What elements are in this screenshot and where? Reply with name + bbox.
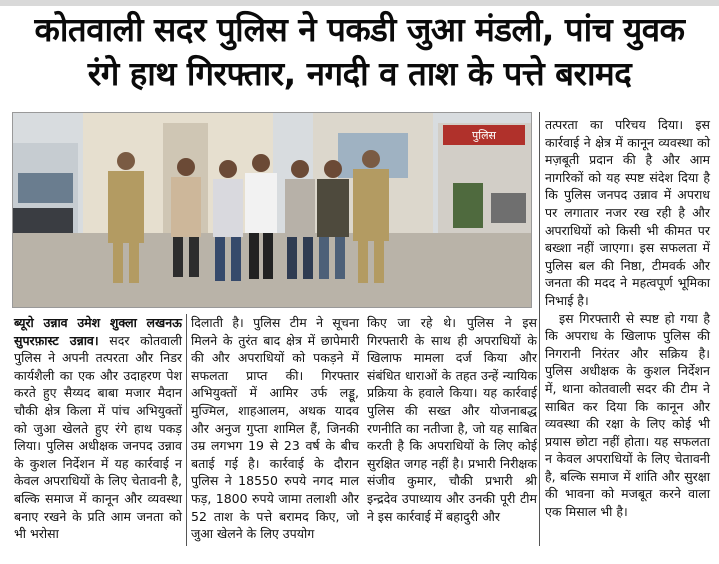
- column-3-text: किए जा रहे थे। पुलिस ने इस गिरफ्तारी के साथ ही अपराधियों के खिलाफ मामला दर्ज किया और संबंधित धाराओं के तहत उन्हें न्यायिक प्रक्रिया के हवाले किया। यह कार्रवाई पुलिस की सख्त और योजनाबद्ध रणनीति का नतीजा है, जो यह साबित करती है कि अपराधियों के लिए कोई सुरक्षित जगह नहीं है। प्रभारी निरीक्षक संजीव कुमार, चौकी प्रभारी श्री इन्द्रदेव उपाध्याय और उनकी पूरी टीम ने इस कार्रवाई में बहादुरी और: [367, 315, 537, 524]
- police-group-photo: [13, 113, 531, 307]
- headline-line-1: कोतवाली सदर पुलिस ने पकडी जुआ मंडली, पांच युवक: [34, 10, 685, 49]
- column-divider-1: [186, 314, 187, 546]
- column-2-text: दिलाती है। पुलिस टीम ने सूचना मिलने के तुरंत बाद क्षेत्र में छापेमारी की और अपराधियों को पकड़ने में सफलता प्राप्त की। गिरफ्तार अभियुक्तों में आमिर उर्फ लड्डू, मुज्मिल, शाहआलम, अथक यादव और अनुज गुप्ता शामिल हैं, जिनकी उम्र लगभग 19 से 23 वर्ष के बीच बताई गई है। कार्रवाई के दौरान पुलिस ने 18550 रुपये नगद माल फड़, 1800 रुपये जामा तलाशी और 52 ताश के पत्ते बरामद किए, जो जुआ खेलने के लिए उपयोग: [191, 315, 359, 542]
- byline: ब्यूरो उन्नाव उमेश शुक्ला लखनऊ सुपरफ़ास्ट उन्नाव।: [14, 315, 182, 348]
- top-strip: [0, 0, 719, 6]
- headline-line-2: रंगे हाथ गिरफ्तार, नगदी व ताश के पत्ते बरामद: [87, 54, 632, 93]
- article-column-1: [14, 314, 182, 543]
- column-4-paragraph-1: तत्परता का परिचय दिया। इस कार्रवाई ने क्षेत्र में कानून व्यवस्था को मज़बूती प्रदान की है और आम नागरिकों को यह स्पष्ट संदेश दिया है कि पुलिस जनपद उन्नाव में अपराध पर लगातार नजर रख रही है और अपराधियों को किसी भी कीमत पर बख्शा नहीं जाएगा। इस सफलता में पुलिस बल की निष्ठा, टीमवर्क और जनता की मदद ने महत्वपूर्ण भूमिका निभाई है।: [545, 117, 710, 308]
- headline: [0, 8, 719, 96]
- photo-sign-text: पुलिस: [472, 129, 496, 142]
- article-column-3: [367, 314, 537, 525]
- news-photo: [12, 112, 532, 308]
- column-4-paragraph-2: इस गिरफ्तारी से स्पष्ट हो गया है कि अपराध के खिलाफ पुलिस की निगरानी निरंतर और सक्रिय है। पुलिस अधीक्षक के कुशल निर्देशन में, थाना कोतवाली सदर की टीम ने साबित कर दिया कि कानून और व्यवस्था की रक्षा के लिए कोई भी प्रयास छोटा नहीं होता। यह सफलता न केवल अपराधियों के लिए चेतावनी है, बल्कि समाज में शांति और सुरक्षा की भावना को मजबूत करने वाला एक मिसाल भी है।: [545, 310, 710, 520]
- article-column-2: [191, 314, 359, 543]
- column-1-text: सदर कोतवाली पुलिस ने अपनी तत्परता और निडर कार्यशैली का एक और उदाहरण पेश करते हुए सैय्यद बाबा मजार मैदान चौकी क्षेत्र किला में पांच अभियुक्तों को जुआ खेलते हुए रंगे हाथ पकड़ लिया। पुलिस अधीक्षक जनपद उन्नाव के कुशल निर्देशन में यह कार्रवाई न केवल अपराधियों के लिए चेतावनी है, बल्कि समाज में कानून और व्यवस्था बनाए रखने के प्रति आम जनता को भी भरोसा: [14, 332, 182, 542]
- article-column-4: [545, 116, 710, 521]
- column-divider-3: [539, 112, 540, 546]
